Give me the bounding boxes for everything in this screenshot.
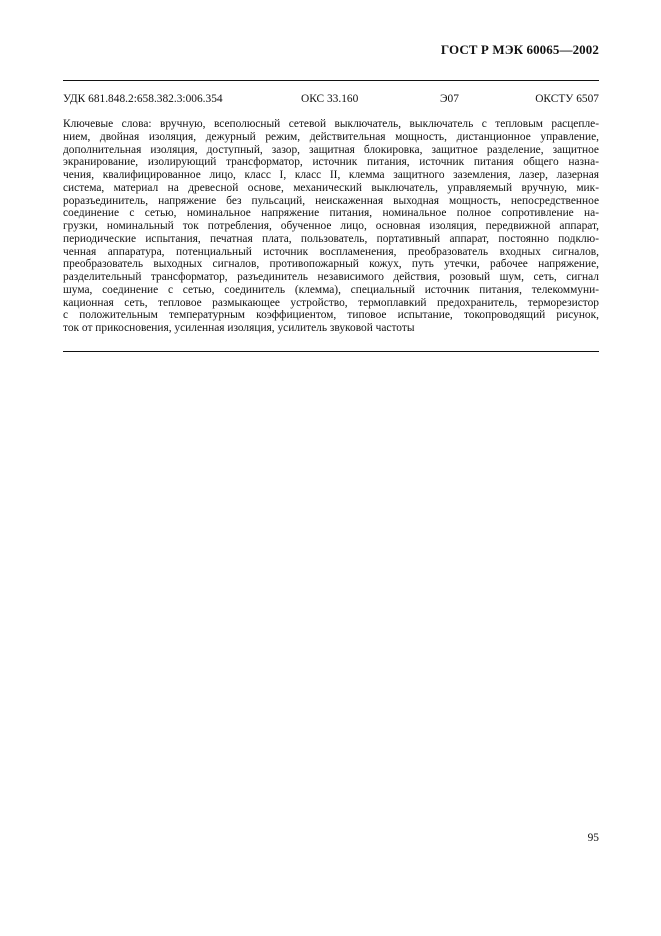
keywords-line: Ключевые слова: вручную, всеполюсный сетевой выключатель, выключатель с тепловым расцепле- <box>63 118 599 130</box>
keywords-line: роразъединитель, напряжение без пульсаций, неискаженная выходная мощность, непосредственное <box>63 194 599 207</box>
keywords-line: система, материал на древесной основе, механический выключатель, управляемый вручную, мик- <box>63 181 599 194</box>
bottom-divider <box>63 351 599 352</box>
keywords-line: нием, двойная изоляция, дежурный режим, действительная мощность, дистанционное управление, <box>63 130 599 143</box>
oks-code: ОКС 33.160 <box>301 93 359 105</box>
page-number: 95 <box>587 832 599 844</box>
keywords-paragraph <box>63 118 599 335</box>
keywords-line: грузки, номинальный ток потребления, обученное лицо, основная изоляция, передвижной аппарат, <box>63 220 599 232</box>
keywords-line: экранирование, изолирующий трансформатор, источник питания, источник питания общего назна- <box>63 156 599 169</box>
classification-codes <box>63 92 599 106</box>
keywords-line: разделительный трансформатор, разъединитель независимого действия, розовый шум, сеть, сигнал <box>63 271 599 283</box>
keywords-line: с положительным температурным коэффициентом, типовое испытание, токопроводящий рисунок, <box>63 309 599 322</box>
okstu-code: ОКСТУ 6507 <box>535 93 599 105</box>
keywords-line: дополнительная изоляция, доступный, зазор, защитная блокировка, защитное разделение, защитное <box>63 143 599 156</box>
group-code: Э07 <box>440 93 459 105</box>
keywords-line: кационная сеть, тепловое размыкающее устройство, термоплавкий предохранитель, терморезистор <box>63 296 599 309</box>
keywords-line: ток от прикосновения, усиленная изоляция, усилитель звуковой частоты <box>63 322 415 334</box>
udc-code: УДК 681.848.2:658.382.3:006.354 <box>63 93 223 105</box>
keywords-line: чения, квалифицированное лицо, класс I, класс II, клемма защитного заземления, лазер, лазерная <box>63 169 599 181</box>
keywords-line: шума, соединение с сетью, соединитель (клемма), специальный источник питания, телекоммуни- <box>63 283 599 296</box>
keywords-line: преобразователь выходных сигналов, противопожарный кожух, путь утечки, рабочее напряжение, <box>63 258 599 271</box>
keywords-line: ченная аппаратура, потенциальный источник воспламенения, преобразователь входных сигналов, <box>63 245 599 258</box>
keywords-line: периодические испытания, печатная плата, пользователь, портативный аппарат, постоянно подклю- <box>63 232 599 245</box>
top-divider <box>63 80 599 81</box>
standard-designation: ГОСТ Р МЭК 60065—2002 <box>440 42 599 57</box>
keywords-line: соединение с сетью, номинальное напряжение питания, номинальное полное сопротивление на- <box>63 207 599 220</box>
